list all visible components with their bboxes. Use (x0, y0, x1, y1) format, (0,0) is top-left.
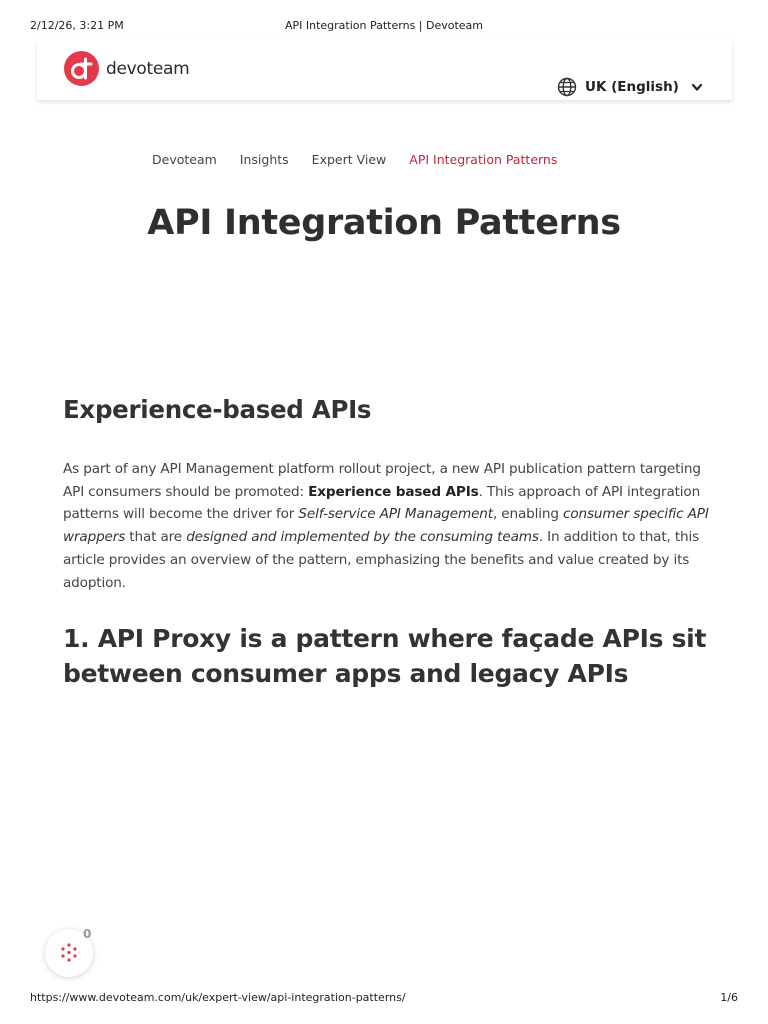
language-selector[interactable] (557, 77, 703, 97)
print-page-number: 1/6 (720, 991, 738, 1004)
site-header (37, 40, 732, 100)
intro-italic-self-service: Self-service API Management (298, 506, 493, 523)
breadcrumb (152, 152, 557, 167)
logo-text: devoteam (106, 58, 190, 79)
intro-text-3: , enabling (492, 506, 564, 523)
devoteam-logo[interactable] (64, 51, 189, 86)
breadcrumb-item-insights[interactable]: Insights (239, 152, 289, 167)
intro-text-5: . In addition to that, this article provides an overview of the pattern, emphasizing the benefits and value created by its adoption. (63, 529, 700, 591)
intro-text-1: As part of any API Management platform rollout project, a new API publication pattern targeting API consumers should be promoted: (63, 461, 701, 500)
intro-italic-wrappers: consumer specific API wrappers (63, 506, 709, 546)
section-heading: Experience-based APIs (63, 395, 372, 424)
print-header (30, 19, 738, 33)
chevron-down-icon (691, 81, 703, 93)
print-footer (30, 991, 738, 1005)
share-dots-icon (57, 941, 81, 965)
breadcrumb-item-current: API Integration Patterns (409, 152, 558, 167)
breadcrumb-item-devoteam[interactable]: Devoteam (152, 152, 217, 167)
section-subheading: 1. API Proxy is a pattern where façade APIs sit between consumer apps and legacy APIs (63, 624, 707, 688)
breadcrumb-item-expert-view[interactable]: Expert View (311, 152, 387, 167)
page-title: API Integration Patterns (147, 203, 621, 243)
print-date: 2/12/26, 3:21 PM (30, 19, 124, 32)
print-url: https://www.devoteam.com/uk/expert-view/api-integration-patterns/ (30, 991, 406, 1004)
intro-text-4: that are (125, 529, 187, 546)
intro-italic-designed: designed and implemented by the consuming teams (186, 529, 539, 546)
intro-paragraph (63, 458, 713, 594)
share-count: 0 (83, 927, 92, 941)
devoteam-logo-icon (64, 51, 99, 86)
intro-bold-experience-based-apis: Experience based APIs (308, 483, 479, 500)
globe-icon (557, 77, 577, 97)
print-doc-title: API Integration Patterns | Devoteam (284, 19, 484, 32)
language-label: UK (English) (585, 79, 679, 95)
intro-text-2: . This approach of API integration patterns will become the driver for (63, 483, 701, 523)
